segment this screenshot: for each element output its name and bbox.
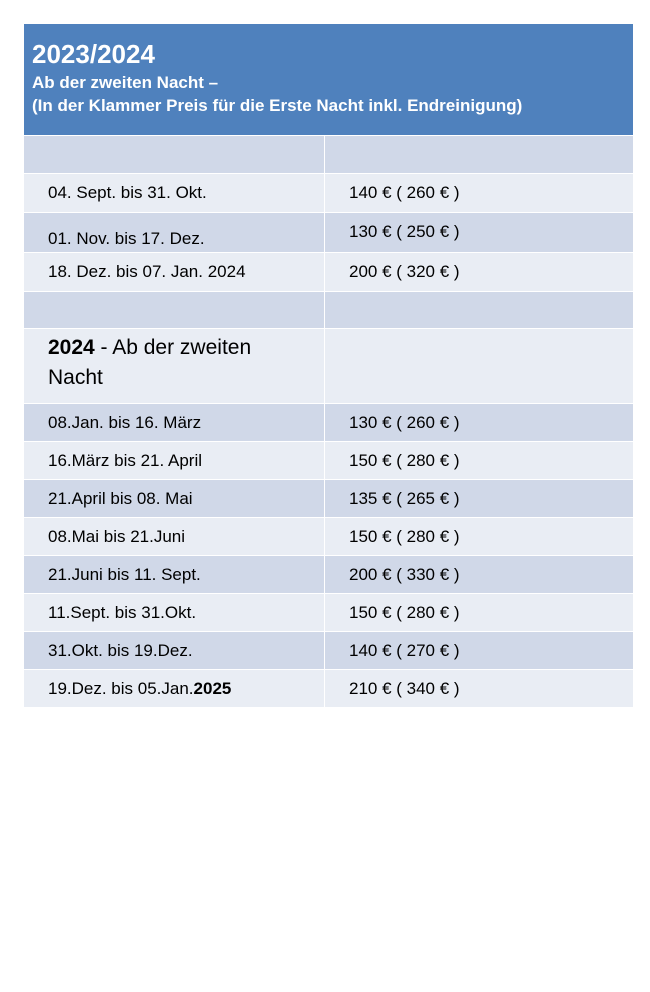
table-row <box>24 253 633 292</box>
section-row-2024 <box>24 329 633 404</box>
spacer-row <box>24 292 633 329</box>
price-cell: 130 € ( 250 € ) <box>349 222 460 241</box>
header-line-1: Ab der zweiten Nacht – <box>32 73 219 92</box>
price-cell: 150 € ( 280 € ) <box>349 526 460 546</box>
table-row <box>24 632 633 670</box>
table-row <box>24 404 633 442</box>
period-cell: 01. Nov. bis 17. Dez. <box>24 213 325 252</box>
period-cell: 08.Mai bis 21.Juni <box>24 518 325 555</box>
period-cell: 11.Sept. bis 31.Okt. <box>24 594 325 631</box>
price-table <box>24 24 633 708</box>
table-header <box>24 24 633 136</box>
price-cell: 200 € ( 330 € ) <box>349 564 460 584</box>
period-cell: 18. Dez. bis 07. Jan. 2024 <box>24 253 325 291</box>
table-row <box>24 213 633 253</box>
header-title: 2023/2024 <box>32 39 155 69</box>
period-prefix: 19.Dez. bis 05.Jan. <box>48 678 194 698</box>
section-label-text: - Ab der zweiten <box>94 336 252 359</box>
price-cell: 200 € ( 320 € ) <box>349 262 460 281</box>
period-year-bold: 2025 <box>193 678 232 698</box>
table-row <box>24 480 633 518</box>
period-cell: 16.März bis 21. April <box>24 442 325 479</box>
spacer-row <box>24 136 633 174</box>
table-row <box>24 594 633 632</box>
price-cell: 210 € ( 340 € ) <box>349 678 460 698</box>
period-cell: 04. Sept. bis 31. Okt. <box>24 174 325 212</box>
section-label-text-2: Nacht <box>48 366 103 389</box>
header-line-2: (In der Klammer Preis für die Erste Nacht inkl. Endreinigung) <box>32 96 523 115</box>
price-cell: 140 € ( 270 € ) <box>349 640 460 660</box>
price-cell: 135 € ( 265 € ) <box>349 488 460 508</box>
table-row <box>24 556 633 594</box>
table-row <box>24 518 633 556</box>
price-cell: 150 € ( 280 € ) <box>349 450 460 470</box>
table-row <box>24 442 633 480</box>
section-year: 2024 <box>48 336 95 359</box>
period-cell: 21.April bis 08. Mai <box>24 480 325 517</box>
price-cell: 130 € ( 260 € ) <box>349 412 460 432</box>
table-row <box>24 174 633 213</box>
table-row <box>24 670 633 708</box>
period-cell: 21.Juni bis 11. Sept. <box>24 556 325 593</box>
period-cell: 31.Okt. bis 19.Dez. <box>24 632 325 669</box>
period-cell: 08.Jan. bis 16. März <box>24 404 325 441</box>
price-cell: 140 € ( 260 € ) <box>349 183 460 202</box>
section-label <box>24 329 325 403</box>
period-cell <box>24 670 325 707</box>
price-cell: 150 € ( 280 € ) <box>349 602 460 622</box>
